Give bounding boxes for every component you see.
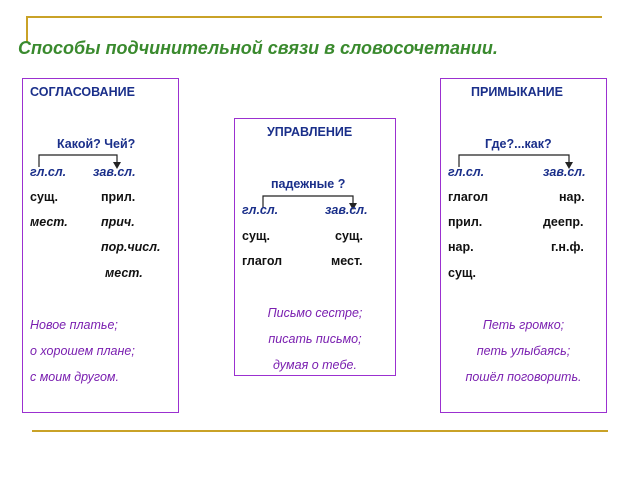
government-example-2: писать письмо; bbox=[268, 332, 362, 346]
agreement-row1-dep: прил. bbox=[101, 190, 136, 204]
government-row2-dep: мест. bbox=[331, 254, 363, 268]
adjacency-example-1: Петь громко; bbox=[482, 318, 565, 332]
bottom-decor-line bbox=[32, 430, 608, 432]
adjacency-dep-label: зав.сл. bbox=[543, 165, 586, 179]
agreement-row2-dep: прич. bbox=[101, 215, 135, 229]
adjacency-question: Где?...как? bbox=[485, 137, 552, 151]
adjacency-main-label: гл.сл. bbox=[448, 165, 485, 179]
agreement-row2-main: мест. bbox=[30, 215, 68, 229]
agreement-box bbox=[22, 78, 179, 413]
government-dep-label: зав.сл. bbox=[325, 203, 368, 217]
government-heading: УПРАВЛЕНИЕ bbox=[267, 125, 353, 139]
government-main-label: гл.сл. bbox=[242, 203, 279, 217]
agreement-example-3: с моим другом. bbox=[30, 370, 119, 384]
agreement-example-2: о хорошем плане; bbox=[30, 344, 135, 358]
agreement-dep-label: зав.сл. bbox=[93, 165, 136, 179]
government-row1-dep: сущ. bbox=[335, 229, 363, 243]
adjacency-row2-main: прил. bbox=[448, 215, 483, 229]
adjacency-row1-main: глагол bbox=[448, 190, 489, 204]
adjacency-example-2: петь улыбаясь; bbox=[476, 344, 571, 358]
government-box bbox=[234, 118, 396, 376]
government-example-1: Письмо сестре; bbox=[267, 306, 363, 320]
adjacency-row1-dep: нар. bbox=[559, 190, 585, 204]
adjacency-row2-dep: деепр. bbox=[543, 215, 584, 229]
agreement-row4-dep: мест. bbox=[105, 266, 143, 280]
agreement-row3-dep: пор.числ. bbox=[101, 240, 161, 254]
government-row1-main: сущ. bbox=[242, 229, 270, 243]
agreement-main-label: гл.сл. bbox=[30, 165, 67, 179]
top-decor-line bbox=[26, 16, 602, 18]
agreement-row1-main: сущ. bbox=[30, 190, 58, 204]
government-row2-main: глагол bbox=[242, 254, 283, 268]
adjacency-box bbox=[440, 78, 607, 413]
government-question: падежные ? bbox=[271, 177, 346, 191]
agreement-example-1: Новое платье; bbox=[30, 318, 118, 332]
adjacency-row4-main: сущ. bbox=[448, 266, 476, 280]
adjacency-row3-main: нар. bbox=[448, 240, 474, 254]
agreement-heading: СОГЛАСОВАНИЕ bbox=[30, 85, 135, 99]
government-example-3: думая о тебе. bbox=[273, 358, 357, 372]
adjacency-example-3: пошёл поговорить. bbox=[465, 370, 582, 384]
adjacency-row3-dep: г.н.ф. bbox=[551, 240, 584, 254]
page-title: Способы подчинительной связи в словосочетании. bbox=[18, 38, 498, 58]
adjacency-heading: ПРИМЫКАНИЕ bbox=[471, 85, 563, 99]
agreement-question: Какой? Чей? bbox=[57, 137, 136, 151]
